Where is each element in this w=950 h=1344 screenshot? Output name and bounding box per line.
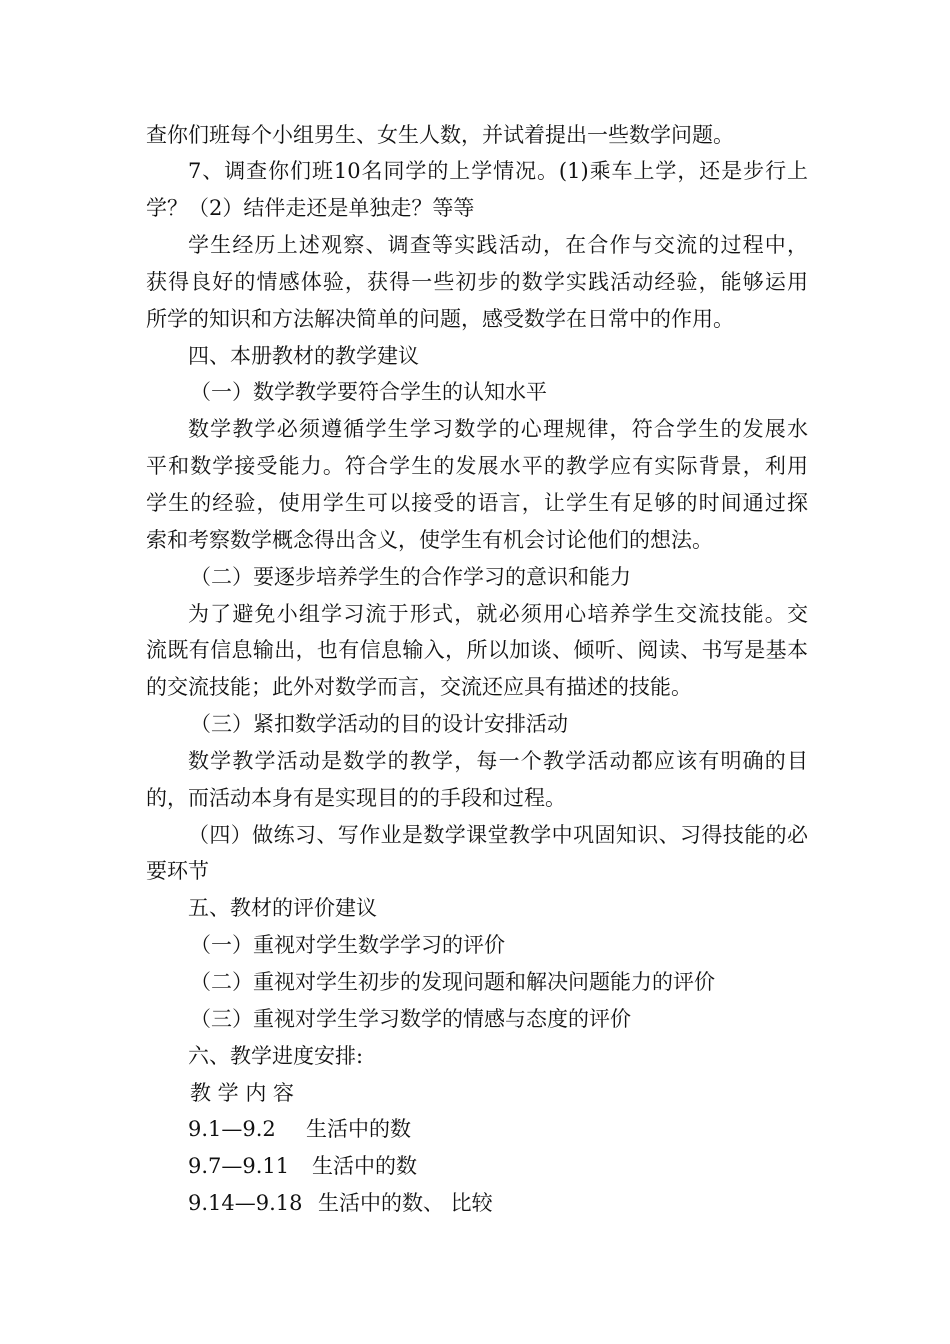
paragraph-line: 要环节 <box>146 859 209 883</box>
subsection-heading: （二）重视对学生初步的发现问题和解决问题能力的评价 <box>190 970 715 994</box>
schedule-row <box>188 1148 417 1184</box>
subsection-heading: （一）数学教学要符合学生的认知水平 <box>190 380 547 404</box>
subsection-heading: （三）重视对学生学习数学的情感与态度的评价 <box>190 1007 631 1031</box>
schedule-content: 生活中的数 <box>312 1154 417 1178</box>
paragraph-line: 的，而活动本身有是实现目的的手段和过程。 <box>146 786 566 810</box>
schedule-content: 生活中的数、 比较 <box>318 1191 493 1215</box>
paragraph-line: 查你们班每个小组男生、女生人数，并试着提出一些数学问题。 <box>146 123 734 147</box>
subsection-heading: （二）要逐步培养学生的合作学习的意识和能力 <box>190 565 631 589</box>
paragraph-line: 7、调查你们班10名同学的上学情况。(1)乘车上学，还是步行上 <box>188 159 808 183</box>
schedule-dates: 9.1—9.2 <box>188 1117 276 1141</box>
section-heading: 六、教学进度安排: <box>188 1044 364 1068</box>
schedule-dates: 9.14—9.18 <box>188 1191 303 1215</box>
schedule-row <box>188 1185 493 1221</box>
paragraph-line: 平和数学接受能力。符合学生的发展水平的教学应有实际背景，利用 <box>146 454 808 478</box>
schedule-content: 生活中的数 <box>306 1117 411 1141</box>
paragraph-line: 获得良好的情感体验，获得一些初步的数学实践活动经验，能够运用 <box>146 270 808 294</box>
paragraph-line: 学生经历上述观察、调查等实践活动，在合作与交流的过程中， <box>188 233 808 257</box>
paragraph-line: 所学的知识和方法解决简单的问题，感受数学在日常中的作用。 <box>146 307 734 331</box>
paragraph-line: 数学教学必须遵循学生学习数学的心理规律，符合学生的发展水 <box>188 417 808 441</box>
subsection-heading: （四）做练习、写作业是数学课堂教学中巩固知识、习得技能的必 <box>188 823 808 847</box>
section-heading: 五、教材的评价建议 <box>188 896 377 920</box>
paragraph-line: 索和考察数学概念得出含义，使学生有机会讨论他们的想法。 <box>146 528 713 552</box>
paragraph-line: 数学教学活动是数学的教学，每一个教学活动都应该有明确的目 <box>188 749 808 773</box>
paragraph-line: 学？（2）结伴走还是单独走？等等 <box>146 196 475 220</box>
schedule-dates: 9.7—9.11 <box>188 1154 290 1178</box>
subsection-heading: （一）重视对学生数学学习的评价 <box>190 933 505 957</box>
paragraph-line: 为了避免小组学习流于形式，就必须用心培养学生交流技能。交 <box>188 602 808 626</box>
subsection-heading: （三）紧扣数学活动的目的设计安排活动 <box>190 712 568 736</box>
section-heading: 四、本册教材的教学建议 <box>188 344 419 368</box>
paragraph-line: 的交流技能；此外对数学而言，交流还应具有描述的技能。 <box>146 675 692 699</box>
schedule-row <box>188 1111 411 1147</box>
paragraph-line: 学生的经验，使用学生可以接受的语言，让学生有足够的时间通过探 <box>146 491 808 515</box>
paragraph-line: 流既有信息输出，也有信息输入，所以加谈、倾听、阅读、书写是基本 <box>146 638 808 662</box>
schedule-header: 教 学 内 容 <box>190 1081 295 1105</box>
